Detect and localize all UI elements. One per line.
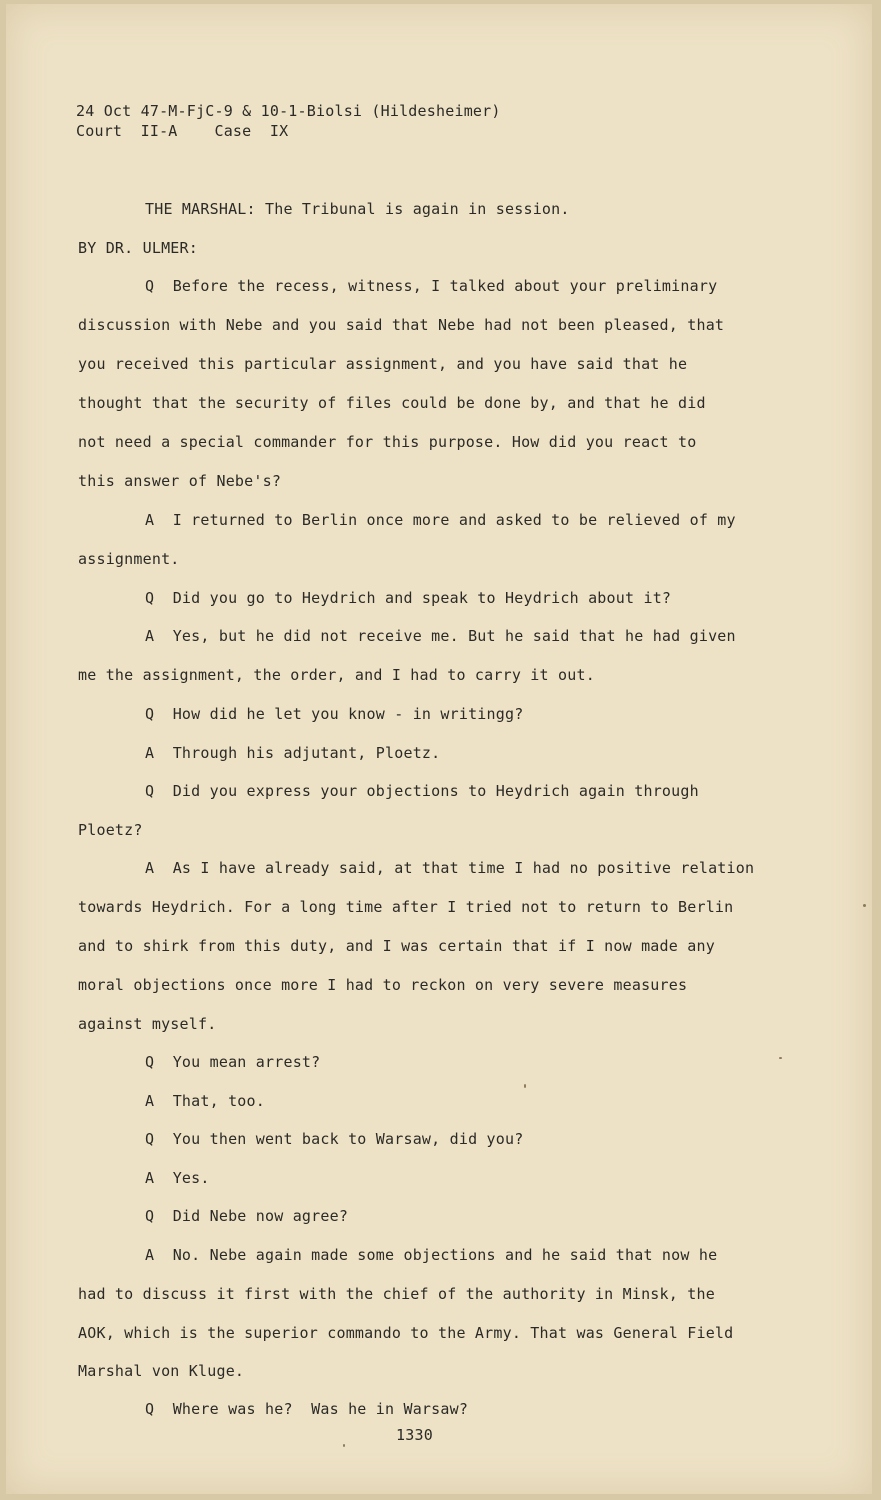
- transcript-line: Q Before the recess, witness, I talked about your preliminary: [145, 277, 718, 295]
- transcript-line: thought that the security of files could be done by, and that he did: [78, 394, 706, 412]
- paper-speck: [779, 1057, 782, 1059]
- transcript-line: me the assignment, the order, and I had to carry it out.: [78, 666, 595, 684]
- transcript-line: had to discuss it first with the chief of the authority in Minsk, the: [78, 1285, 715, 1303]
- transcript-line: you received this particular assignment, and you have said that he: [78, 355, 688, 373]
- paper-speck: [863, 904, 866, 907]
- transcript-line: Marshal von Kluge.: [78, 1362, 245, 1380]
- transcript-line: not need a special commander for this purpose. How did you react to: [78, 433, 697, 451]
- transcript-line: A Through his adjutant, Ploetz.: [145, 744, 441, 762]
- transcript-line: this answer of Nebe's?: [78, 472, 282, 490]
- transcript-line: Q You then went back to Warsaw, did you?: [145, 1130, 524, 1148]
- transcript-line: A That, too.: [145, 1092, 265, 1110]
- transcript-line: A As I have already said, at that time I had no positive relation: [145, 859, 755, 877]
- header-line-1: 24 Oct 47-M-FjC-9 & 10-1-Biolsi (Hildesheimer): [76, 102, 501, 120]
- transcript-line: Q Did Nebe now agree?: [145, 1207, 349, 1225]
- transcript-line: THE MARSHAL: The Tribunal is again in session.: [145, 200, 570, 218]
- transcript-line: A Yes.: [145, 1169, 210, 1187]
- document-page: [6, 4, 872, 1494]
- transcript-line: and to shirk from this duty, and I was certain that if I now made any: [78, 937, 715, 955]
- header-line-2: Court II-A Case IX: [76, 122, 289, 140]
- transcript-line: moral objections once more I had to reckon on very severe measures: [78, 976, 688, 994]
- paper-speck: [343, 1444, 345, 1447]
- transcript-line: against myself.: [78, 1015, 217, 1033]
- page-number: 1330: [396, 1426, 433, 1444]
- transcript-line: Q Where was he? Was he in Warsaw?: [145, 1400, 469, 1418]
- transcript-line: A Yes, but he did not receive me. But he said that he had given: [145, 627, 736, 645]
- paper-speck: [524, 1084, 526, 1088]
- transcript-line: assignment.: [78, 550, 180, 568]
- transcript-line: AOK, which is the superior commando to the Army. That was General Field: [78, 1324, 734, 1342]
- transcript-line: Q Did you go to Heydrich and speak to Heydrich about it?: [145, 589, 672, 607]
- transcript-line: BY DR. ULMER:: [78, 239, 198, 257]
- transcript-line: Ploetz?: [78, 821, 143, 839]
- transcript-line: A I returned to Berlin once more and asked to be relieved of my: [145, 511, 736, 529]
- transcript-line: Q Did you express your objections to Heydrich again through: [145, 782, 699, 800]
- transcript-line: discussion with Nebe and you said that Nebe had not been pleased, that: [78, 316, 725, 334]
- transcript-line: Q How did he let you know - in writingg?: [145, 705, 524, 723]
- transcript-line: towards Heydrich. For a long time after I tried not to return to Berlin: [78, 898, 734, 916]
- transcript-line: Q You mean arrest?: [145, 1053, 321, 1071]
- transcript-line: A No. Nebe again made some objections and he said that now he: [145, 1246, 718, 1264]
